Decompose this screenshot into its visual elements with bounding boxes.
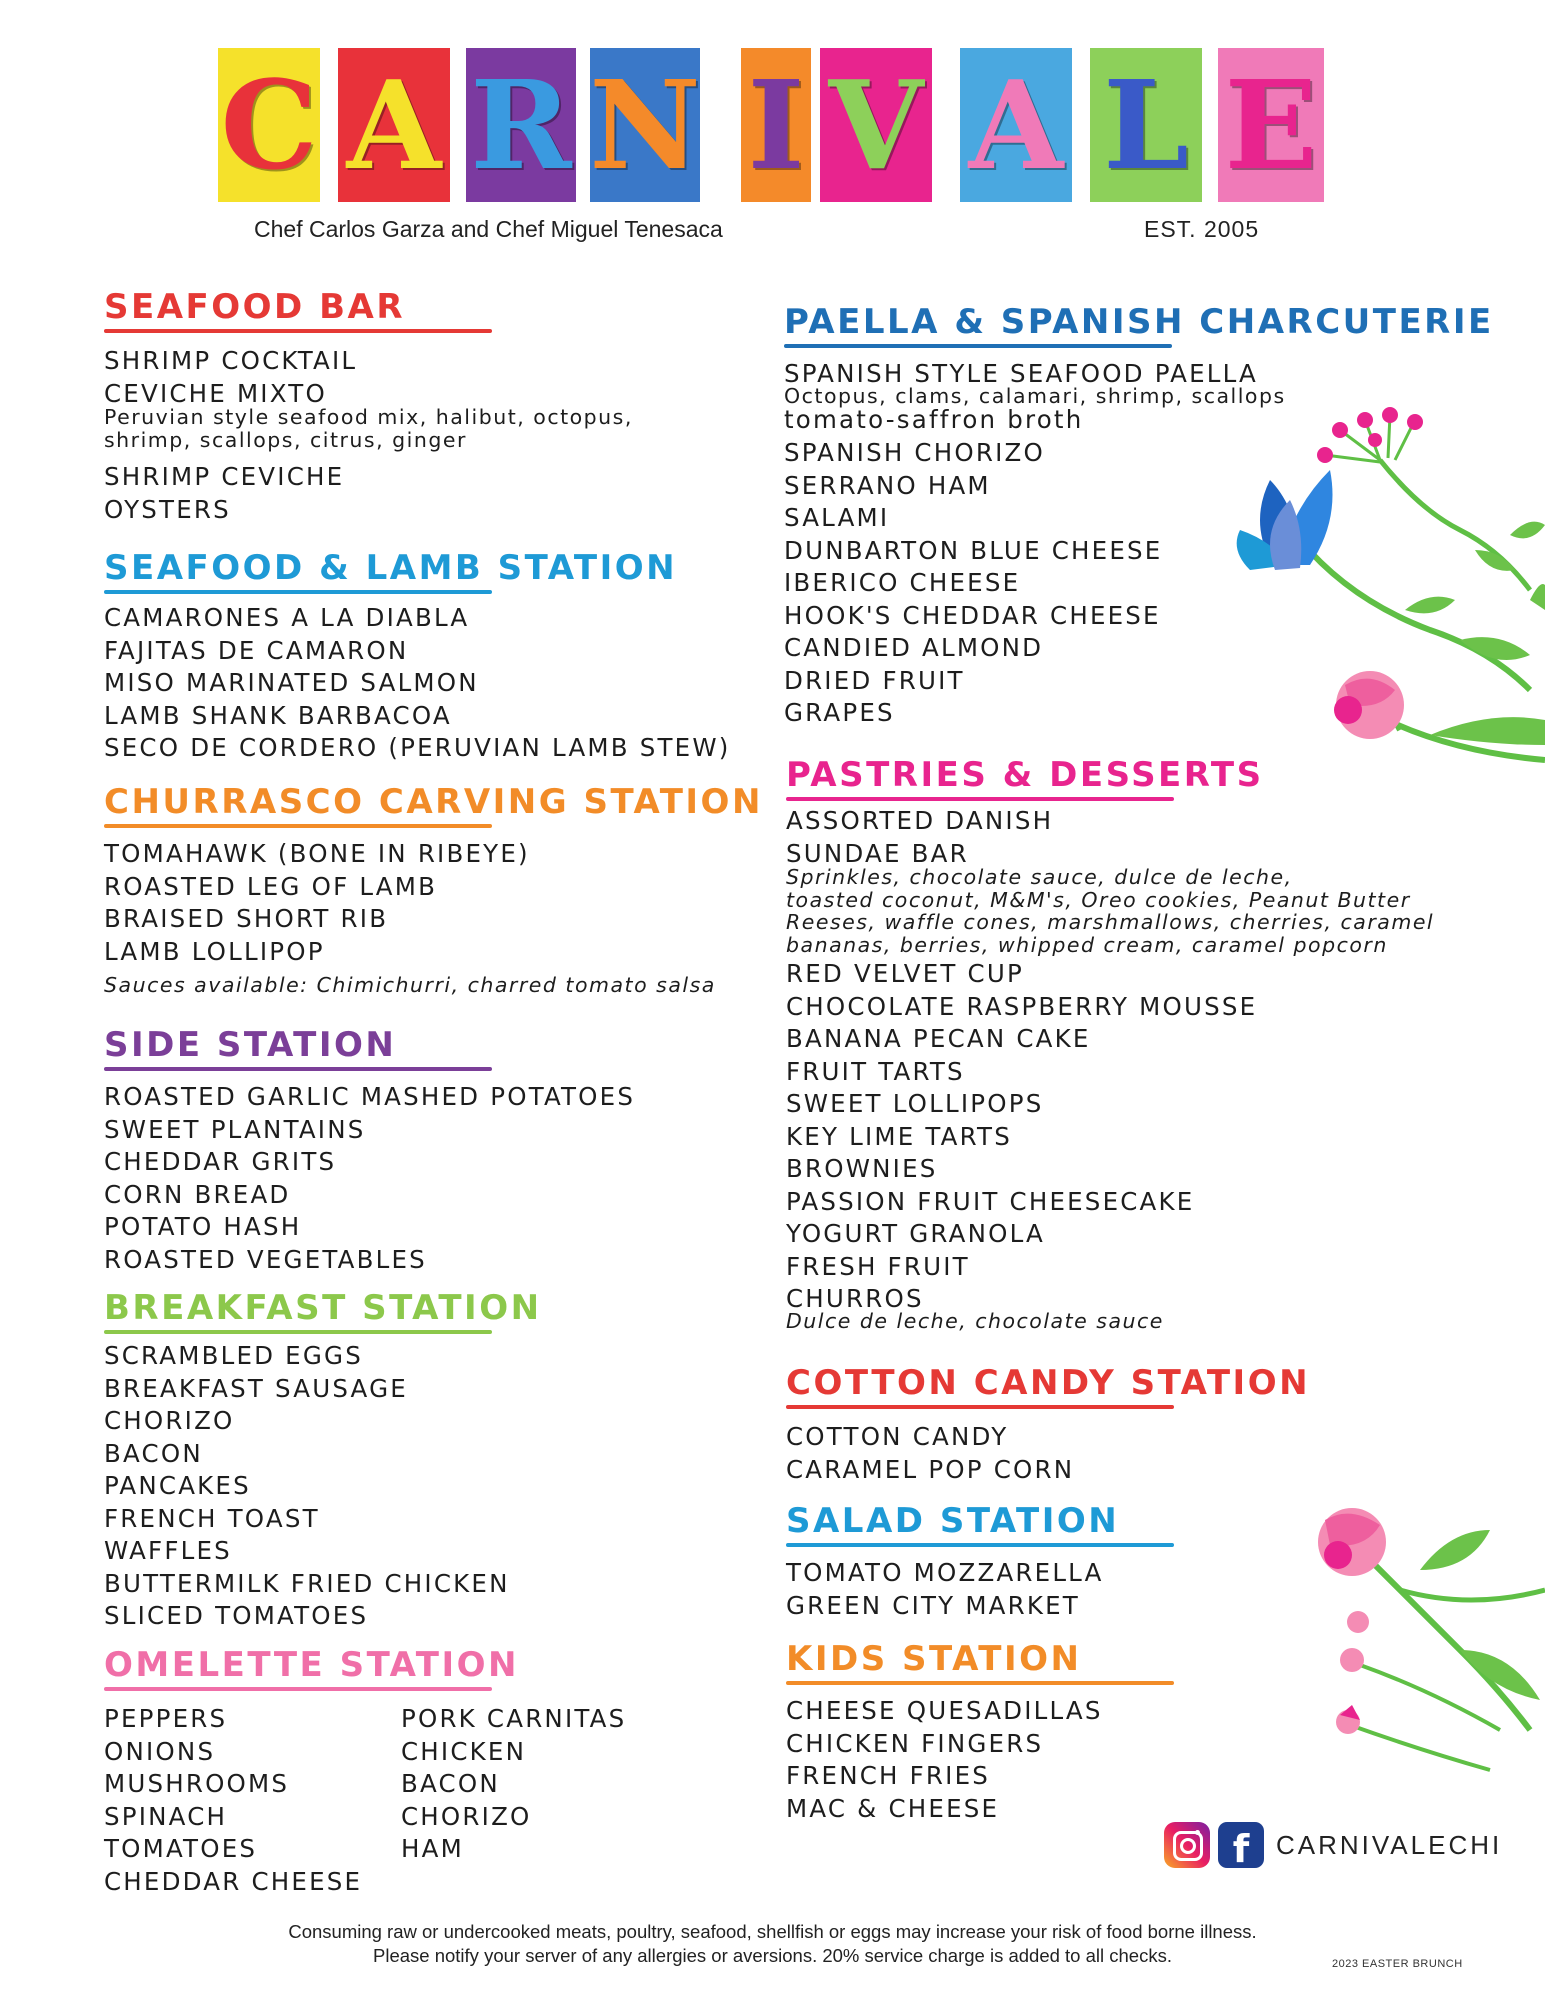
instagram-icon[interactable] xyxy=(1164,1822,1210,1868)
section-title: OMELETTE STATION xyxy=(104,1645,519,1685)
menu-item: MAC & CHEESE xyxy=(786,1793,1000,1823)
logo-letter: E xyxy=(1224,53,1318,197)
section-title: SALAD STATION xyxy=(786,1501,1120,1541)
menu-item: CAMARONES A LA DIABLA xyxy=(104,603,470,633)
menu-item: ROASTED LEG OF LAMB xyxy=(104,871,438,901)
menu-item: TOMAHAWK (BONE IN RIBEYE) xyxy=(104,839,530,869)
menu-item: CANDIED ALMOND xyxy=(784,633,1044,663)
side-section xyxy=(104,1026,635,1276)
menu-item: COTTON CANDY xyxy=(786,1422,1009,1452)
menu-item: SERRANO HAM xyxy=(784,470,991,500)
menu-item: PEPPERS xyxy=(104,1704,228,1734)
menu-item: CHOCOLATE RASPBERRY MOUSSE xyxy=(786,991,1258,1021)
facebook-icon[interactable] xyxy=(1218,1822,1264,1868)
menu-item: BACON xyxy=(104,1438,203,1468)
menu-item: CHEDDAR CHEESE xyxy=(104,1866,363,1896)
section-underline xyxy=(786,1543,1174,1547)
menu-item: CHEESE QUESADILLAS xyxy=(786,1696,1103,1726)
menu-item: CORN BREAD xyxy=(104,1179,291,1209)
section-title-part: CHARCUTERIE xyxy=(1184,302,1494,342)
menu-item: BUTTERMILK FRIED CHICKEN xyxy=(104,1568,510,1598)
menu-item: GRAPES xyxy=(784,698,895,728)
churrasco-section xyxy=(104,783,763,997)
menu-item: DRIED FRUIT xyxy=(784,665,965,695)
menu-item: TOMATOES xyxy=(104,1834,258,1864)
menu-item: SECO DE CORDERO (PERUVIAN LAMB STEW) xyxy=(104,733,731,763)
item-description: Sprinkles, chocolate sauce, dulce de leche, xyxy=(786,865,1293,890)
menu-item: SHRIMP CEVICHE xyxy=(104,462,345,492)
logo-letter: A xyxy=(346,53,442,197)
menu-item: SPANISH CHORIZO xyxy=(784,438,1045,468)
disclaimer-line: Please notify your server of any allergies or aversions. 20% service charge is added to all checks. xyxy=(373,1945,1172,1966)
menu-item: YOGURT GRANOLA xyxy=(786,1219,1045,1249)
logo-tile xyxy=(590,48,700,202)
menu-item: FAJITAS DE CAMARON xyxy=(104,635,409,665)
section-title: CHURRASCO CARVING STATION xyxy=(104,782,763,822)
menu-item: SUNDAE BAR xyxy=(786,838,969,868)
menu-item: SCRAMBLED EGGS xyxy=(104,1341,363,1371)
menu-item: BANANA PECAN CAKE xyxy=(786,1024,1091,1054)
menu-item: HOOK'S CHEDDAR CHEESE xyxy=(784,600,1161,630)
menu-item: SWEET PLANTAINS xyxy=(104,1114,366,1144)
item-description: Peruvian style seafood mix, halibut, octopus, xyxy=(104,405,633,430)
sauces-note: Sauces available: Chimichurri, charred tomato salsa xyxy=(104,973,716,998)
menu-item: SPINACH xyxy=(104,1801,228,1831)
menu-item: SALAMI xyxy=(784,503,890,533)
menu-item: CEVICHE MIXTO xyxy=(104,378,327,408)
section-underline xyxy=(104,1067,492,1071)
section-title: SEAFOOD & LAMB STATION xyxy=(104,548,678,588)
menu-item: CHICKEN xyxy=(401,1736,527,1766)
menu-item: SWEET LOLLIPOPS xyxy=(786,1089,1044,1119)
menu-item: SPANISH STYLE SEAFOOD PAELLA xyxy=(784,359,1259,389)
seafood-lamb-section xyxy=(104,549,731,765)
section-title: BREAKFAST STATION xyxy=(104,1288,542,1328)
item-description: toasted coconut, M&M's, Oreo cookies, Peanut Butter xyxy=(786,887,1411,912)
section-underline xyxy=(104,590,492,594)
logo-letter: R xyxy=(470,53,572,197)
menu-item: HAM xyxy=(401,1834,464,1864)
social-links xyxy=(1164,1822,1502,1868)
pastries-section xyxy=(786,756,1434,1332)
menu-item: BROWNIES xyxy=(786,1154,938,1184)
logo-letter: N xyxy=(589,53,701,197)
menu-item: CHORIZO xyxy=(401,1801,532,1831)
logo-tile xyxy=(741,48,811,202)
menu-item: IBERICO CHEESE xyxy=(784,568,1021,598)
event-tag: 2023 EASTER BRUNCH xyxy=(1332,1958,1463,1970)
menu-item: GREEN CITY MARKET xyxy=(786,1590,1080,1620)
section-title-part: PAELLA & SPANISH xyxy=(784,302,1185,342)
menu-item: ONIONS xyxy=(104,1736,216,1766)
section-title: KIDS STATION xyxy=(786,1639,1082,1679)
item-description: Dulce de leche, chocolate sauce xyxy=(786,1308,1164,1333)
logo-letter: V xyxy=(828,53,924,197)
logo-tile xyxy=(338,48,450,202)
section-underline xyxy=(104,824,492,828)
social-handle[interactable]: CARNIVALECHI xyxy=(1276,1829,1503,1860)
menu-item: BREAKFAST SAUSAGE xyxy=(104,1373,408,1403)
menu-item: ROASTED GARLIC MASHED POTATOES xyxy=(104,1082,636,1112)
menu-item: FRENCH FRIES xyxy=(786,1761,991,1791)
section-underline xyxy=(784,344,1172,348)
section-title: PASTRIES & DESSERTS xyxy=(786,755,1264,795)
flower-illustration-top xyxy=(1230,400,1545,770)
established-date: EST. 2005 xyxy=(1144,216,1260,242)
menu-item: CHICKEN FINGERS xyxy=(786,1728,1044,1758)
item-description: bananas, berries, whipped cream, caramel popcorn xyxy=(786,932,1388,957)
section-title: SEAFOOD BAR xyxy=(104,287,406,327)
section-title: COTTON CANDY STATION xyxy=(786,1363,1311,1403)
logo-letter: A xyxy=(968,53,1064,197)
item-description: Reeses, waffle cones, marshmallows, cherries, caramel xyxy=(786,910,1435,935)
menu-item: CHORIZO xyxy=(104,1406,235,1436)
seafood-bar-section xyxy=(104,288,633,526)
section-underline xyxy=(104,329,492,333)
menu-item: CHURROS xyxy=(786,1284,924,1314)
menu-item: FRESH FRUIT xyxy=(786,1251,970,1281)
menu-item: BRAISED SHORT RIB xyxy=(104,904,389,934)
menu-item: RED VELVET CUP xyxy=(786,959,1024,989)
section-underline xyxy=(786,1681,1174,1685)
section-title: SIDE STATION xyxy=(104,1025,397,1065)
menu-item: TOMATO MOZZARELLA xyxy=(786,1558,1104,1588)
menu-item: ROASTED VEGETABLES xyxy=(104,1244,427,1274)
kids-section xyxy=(786,1640,1174,1825)
menu-item: OYSTERS xyxy=(104,494,231,524)
item-description: shrimp, scallops, citrus, ginger xyxy=(104,427,467,452)
omelette-section xyxy=(104,1646,698,1898)
menu-item: PANCAKES xyxy=(104,1471,251,1501)
menu-item: PORK CARNITAS xyxy=(401,1704,627,1734)
menu-item: FRENCH TOAST xyxy=(104,1503,320,1533)
menu-item: LAMB SHANK BARBACOA xyxy=(104,700,452,730)
menu-item: BACON xyxy=(401,1769,500,1799)
menu-item: FRUIT TARTS xyxy=(786,1056,965,1086)
menu-item: MUSHROOMS xyxy=(104,1769,290,1799)
menu-item: PASSION FRUIT CHEESECAKE xyxy=(786,1186,1195,1216)
menu-item: LAMB LOLLIPOP xyxy=(104,936,325,966)
section-underline xyxy=(786,1405,1174,1409)
logo-letter: L xyxy=(1103,53,1189,197)
menu-item: MISO MARINATED SALMON xyxy=(104,668,479,698)
facebook-glyph: f xyxy=(1232,1827,1250,1868)
logo-tile xyxy=(1090,48,1202,202)
section-underline xyxy=(104,1330,492,1334)
menu-item: ASSORTED DANISH xyxy=(786,806,1054,836)
logo-tile xyxy=(218,48,320,202)
menu-item: KEY LIME TARTS xyxy=(786,1121,1012,1151)
item-description: Octopus, clams, calamari, shrimp, scallops xyxy=(784,383,1286,408)
salad-section xyxy=(786,1502,1174,1622)
section-title xyxy=(784,303,1494,342)
menu-item: WAFFLES xyxy=(104,1536,232,1566)
chefs-byline: Chef Carlos Garza and Chef Miguel Tenesaca xyxy=(254,216,723,242)
logo-letter: I xyxy=(747,53,805,197)
breakfast-section xyxy=(104,1289,542,1633)
logo-tile xyxy=(1218,48,1324,202)
logo-tile xyxy=(466,48,576,202)
disclaimer-line: Consuming raw or undercooked meats, poultry, seafood, shellfish or eggs may increase your risk of food borne illness. xyxy=(288,1921,1257,1942)
menu-item: CHEDDAR GRITS xyxy=(104,1147,337,1177)
menu-item: POTATO HASH xyxy=(104,1212,302,1242)
menu-item: SLICED TOMATOES xyxy=(104,1601,369,1631)
section-underline xyxy=(104,1687,492,1691)
section-underline xyxy=(786,797,1174,801)
menu-item: DUNBARTON BLUE CHEESE xyxy=(784,535,1163,565)
menu-item: SHRIMP COCKTAIL xyxy=(104,346,358,376)
item-description: tomato-saffron broth xyxy=(784,405,1084,435)
disclaimer xyxy=(0,1920,1545,1968)
logo-tile xyxy=(960,48,1072,202)
cotton-candy-section xyxy=(786,1364,1310,1486)
menu-item: CARAMEL POP CORN xyxy=(786,1454,1075,1484)
logo-letter: C xyxy=(220,53,318,197)
flower-illustration-bottom xyxy=(1290,1500,1545,1820)
logo-tile xyxy=(820,48,932,202)
